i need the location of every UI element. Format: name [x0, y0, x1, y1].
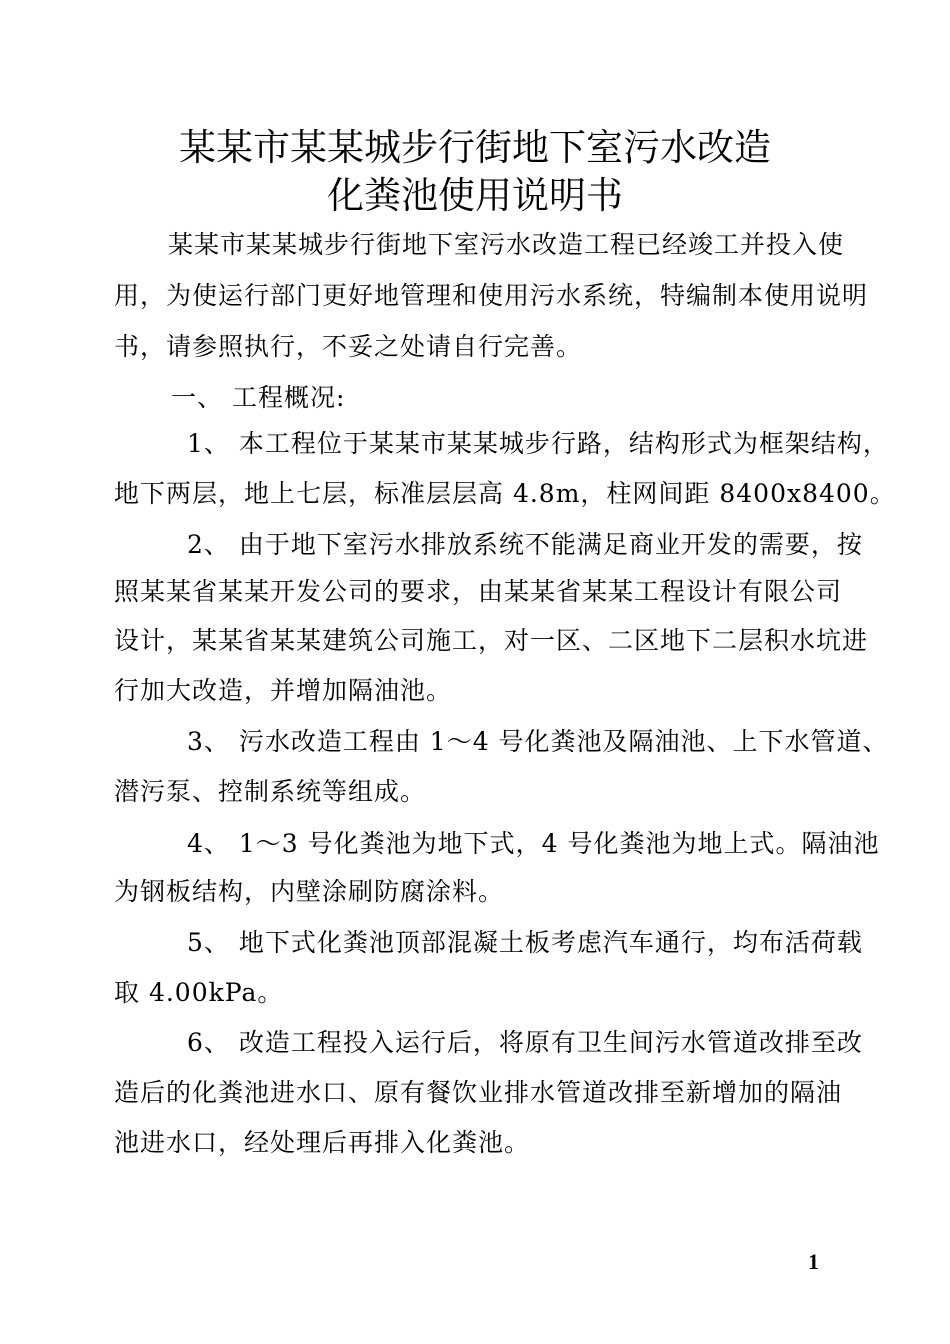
body-line: 1、 本工程位于某某市某某城步行路，结构形式为框架结构， — [187, 429, 889, 458]
body-line: 地下两层，地上七层，标准层层高 4.8m，柱网间距 8400x8400。 — [114, 479, 896, 508]
page-number: 1 — [808, 1249, 819, 1274]
body-line: 4、 1～3 号化粪池为地下式，4 号化粪池为地上式。隔油池 — [187, 829, 880, 858]
document-title-line-1: 某某市某某城步行街地下室污水改造 — [179, 126, 771, 169]
body-line: 潜污泵、控制系统等组成。 — [114, 777, 427, 806]
body-line: 某某市某某城步行街地下室污水改造工程已经竣工并投入使 — [168, 230, 845, 259]
body-line: 造后的化粪池进水口、原有餐饮业排水管道改排至新增加的隔油 — [114, 1078, 843, 1107]
body-line: 书，请参照执行，不妥之处请自行完善。 — [114, 332, 583, 361]
document-title-line-2: 化粪池使用说明书 — [327, 174, 623, 217]
body-line: 设计，某某省某某建筑公司施工，对一区、二区地下二层积水坑进 — [114, 626, 869, 655]
body-line: 行加大改造，并增加隔油池。 — [114, 676, 453, 705]
body-line: 照某某省某某开发公司的要求，由某某省某某工程设计有限公司 — [114, 577, 843, 606]
body-line: 为钢板结构，内壁涂刷防腐涂料。 — [114, 877, 505, 906]
body-line: 3、 污水改造工程由 1～4 号化粪池及隔油池、上下水管道、 — [187, 727, 889, 756]
body-line: 用，为使运行部门更好地管理和使用污水系统，特编制本使用说明 — [114, 281, 869, 310]
body-line: 取 4.00kPa。 — [114, 978, 284, 1007]
body-line: 5、 地下式化粪池顶部混凝土板考虑汽车通行，均布活荷载 — [187, 928, 863, 957]
body-line: 2、 由于地下室污水排放系统不能满足商业开发的需要，按 — [187, 530, 863, 559]
body-line: 6、 改造工程投入运行后，将原有卫生间污水管道改排至改 — [187, 1028, 863, 1057]
section-heading: 一、 工程概况: — [171, 383, 346, 412]
body-line: 池进水口，经处理后再排入化粪池。 — [114, 1128, 531, 1157]
